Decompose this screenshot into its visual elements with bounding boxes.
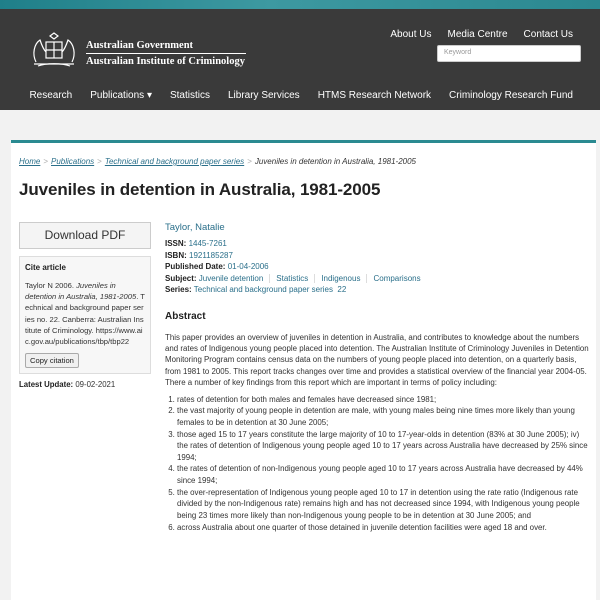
subject-tag[interactable]: Comparisons — [373, 273, 421, 283]
list-item: 4. the rates of detention of non-Indigenous young people aged 10 to 17 years across Australia have decreased by 44% since 1994; — [177, 463, 590, 486]
author-link[interactable]: Taylor, Natalie — [165, 222, 225, 233]
search-input[interactable]: Keyword — [437, 45, 581, 62]
published-value[interactable]: 01-04-2006 — [227, 262, 269, 271]
latest-update-label: Latest Update: — [19, 380, 74, 390]
breadcrumb-home[interactable]: Home — [19, 157, 41, 166]
cite-rest: . Technical and background paper series no. 22. Canberra: Australian Institute of Criminology. https://www.aic.gov.au/publications/tbp/tbp22 — [25, 292, 145, 347]
util-link-about[interactable]: About Us — [390, 29, 432, 40]
sidebar — [19, 222, 151, 389]
series-link[interactable]: Technical and background paper series — [193, 285, 333, 294]
subject-label: Subject: — [165, 273, 197, 283]
main-content — [11, 143, 596, 600]
subject-tag[interactable]: Juvenile detention — [199, 274, 271, 283]
breadcrumb-current: Juveniles in detention in Australia, 1981-2005 — [254, 157, 417, 166]
issn-label: ISSN: — [165, 239, 187, 248]
logo-rule — [86, 53, 246, 54]
findings-list — [165, 394, 590, 533]
published-label: Published Date: — [165, 262, 226, 271]
breadcrumb-publications[interactable]: Publications — [51, 157, 95, 166]
isbn-label: ISBN: — [165, 250, 187, 260]
cite-heading: Cite article — [25, 263, 66, 272]
utility-links — [390, 29, 573, 40]
issn-value[interactable]: 1445-7261 — [188, 239, 227, 248]
subject-row — [165, 273, 590, 285]
nav-htms[interactable]: HTMS Research Network — [317, 90, 432, 101]
article-body — [165, 222, 590, 533]
abstract-heading: Abstract — [165, 310, 206, 322]
nav-statistics[interactable]: Statistics — [169, 90, 210, 101]
list-item: 2. the vast majority of young people in detention are male, with young males being nine times more likely than young females to be in detention at 30 June 2005; — [177, 405, 590, 428]
nav-crf[interactable]: Criminology Research Fund — [449, 90, 573, 101]
page-title: Juveniles in detention in Australia, 1981-2005 — [19, 180, 381, 199]
isbn-row — [165, 250, 590, 262]
site-logo[interactable] — [28, 32, 245, 68]
nav-research[interactable]: Research — [29, 90, 73, 101]
breadcrumb-separator: > — [97, 157, 102, 166]
breadcrumb — [19, 157, 416, 166]
latest-update-value: 09-02-2021 — [75, 380, 116, 390]
abstract-text: This paper provides an overview of juveniles in detention in Australia, and contributes to knowledge about the numbers and rates of Indigenous young people placed into detention. The Australian Institute of Criminology Juveniles in Detention Monitoring Program contains census data on the numbers of young people placed into detention, on a quarterly basis, from 1981 to 2005. This report tracks changes over time and provides a statistical overview of the financial year 2004-05. There a number of key findings from this report which are important in terms of policy including: — [165, 332, 589, 388]
coat-of-arms-icon — [28, 32, 80, 68]
list-item: 3. those aged 15 to 17 years constitute the large majority of 10 to 17-year-olds in detention (83% at 30 June 2005); iv) the rates of detention of Indigenous young people aged 10 to 17 years across Australia have decreased by 25% since 1994; — [177, 429, 590, 463]
main-nav — [29, 90, 573, 101]
series-label: Series: — [165, 285, 192, 294]
latest-update — [19, 380, 151, 389]
series-row — [165, 284, 590, 296]
gov-name: Australian Government — [86, 40, 194, 51]
citation-text — [25, 280, 145, 347]
cite-title: Juveniles in detention in Australia, 1981-2005 — [25, 281, 137, 302]
copy-citation-button[interactable]: Copy citation — [25, 353, 79, 368]
nav-publications[interactable]: Publications ▾ — [90, 90, 152, 101]
download-pdf-button[interactable]: Download PDF — [19, 222, 151, 249]
subject-tag[interactable]: Statistics — [276, 274, 315, 283]
list-item: 6. across Australia about one quarter of those detained in juvenile detention facilities were aged 18 and over. — [177, 522, 590, 533]
breadcrumb-separator: > — [43, 157, 49, 166]
subject-tag[interactable]: Indigenous — [321, 274, 367, 283]
series-number[interactable]: 22 — [337, 285, 347, 294]
institute-name: Australian Institute of Criminology — [86, 56, 245, 67]
util-link-media[interactable]: Media Centre — [447, 29, 508, 40]
site-header — [0, 0, 600, 110]
nav-library[interactable]: Library Services — [227, 90, 300, 101]
isbn-value[interactable]: 1921185287 — [189, 250, 233, 260]
issn-row — [165, 238, 590, 250]
cite-box — [19, 256, 151, 374]
list-item: 1. rates of detention for both males and females have decreased since 1981; — [177, 394, 590, 405]
breadcrumb-series[interactable]: Technical and background paper series — [104, 157, 245, 166]
cite-prefix: Taylor N 2006. — [25, 281, 74, 290]
published-row — [165, 261, 590, 273]
list-item: 5. the over-representation of Indigenous young people aged 10 to 17 in detention using the rate ratio (Indigenous rate divided by the non-Indigenous rate) remains high and has not decreased since 1994, with Indigenous young people being 23 times more likely than non-Indigenous young people to be in detention at 30 June 2005; and — [177, 487, 590, 521]
top-stripe — [0, 0, 600, 9]
breadcrumb-separator: > — [247, 157, 252, 166]
util-link-contact[interactable]: Contact Us — [523, 29, 573, 40]
